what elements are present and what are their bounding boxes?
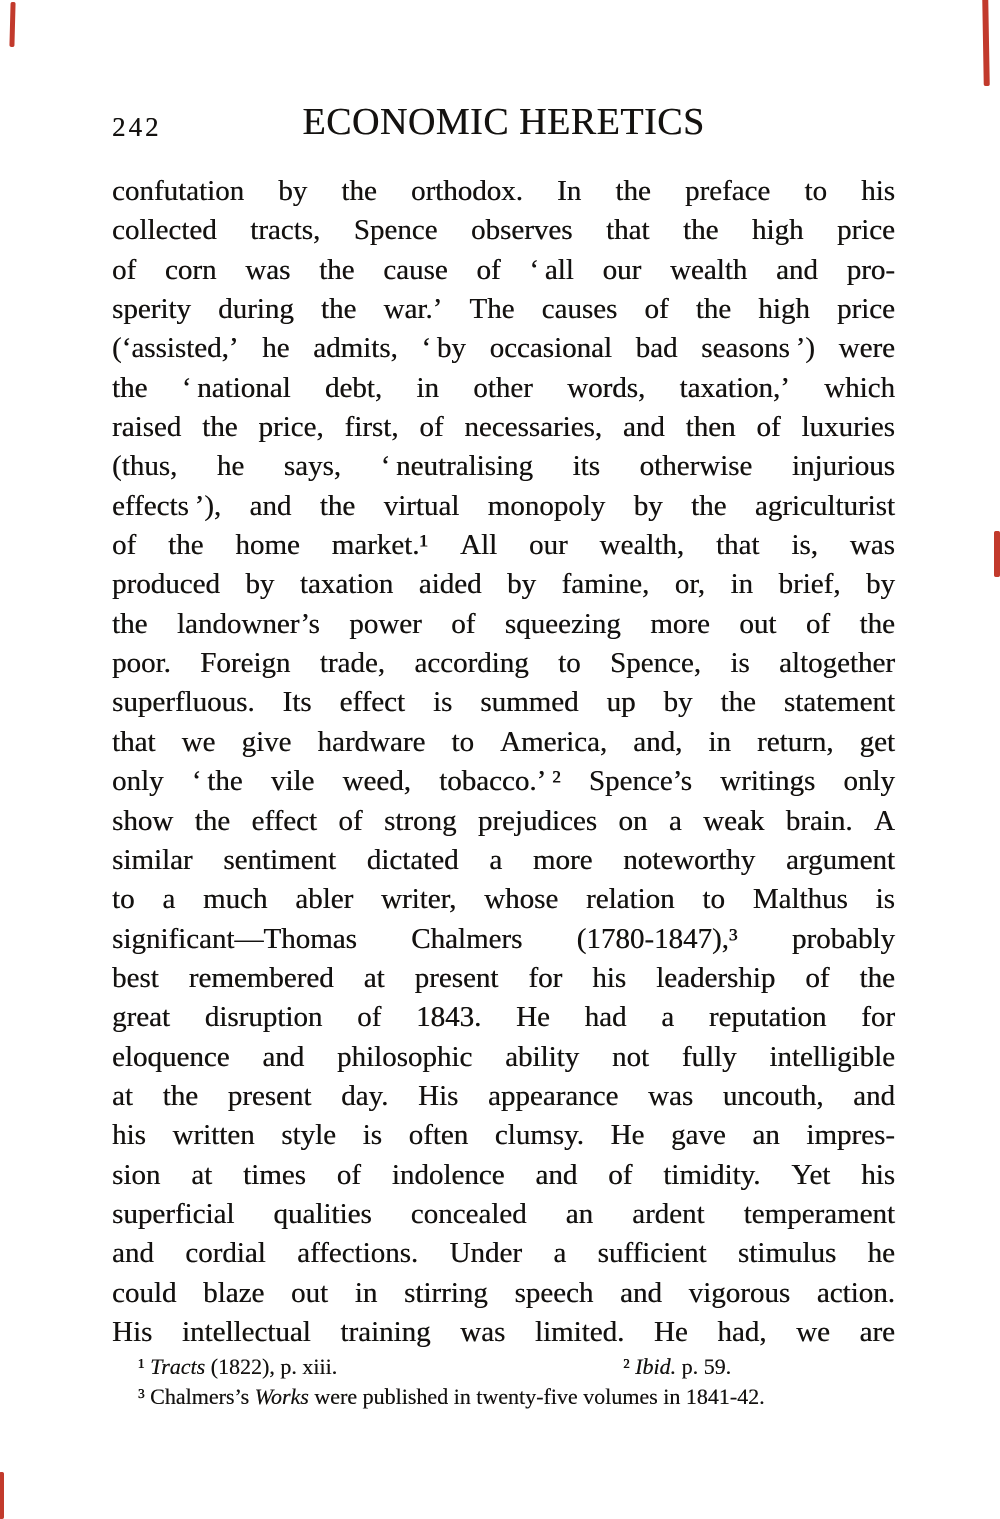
running-head-title: ECONOMIC HERETICS <box>302 101 705 143</box>
text-line: and cordial affections. Under a sufficient stimulus he <box>112 1237 895 1270</box>
page-number: 242 <box>112 112 162 142</box>
text-line: best remembered at present for his leadership of the <box>112 961 895 994</box>
text-line: confutation by the orthodox. In the preface to his <box>112 175 895 207</box>
text-line: could blaze out in stirring speech and vigorous action. <box>112 1276 895 1309</box>
text-line: show the effect of strong prejudices on a weak brain. A <box>112 804 895 837</box>
text-line: collected tracts, Spence observes that the high price <box>112 214 895 247</box>
running-head <box>112 98 895 146</box>
text-line: poor. Foreign trade, according to Spence, is altogether <box>112 647 895 680</box>
text-line: his written style is often clumsy. He gave an impres- <box>112 1119 895 1152</box>
text-line: superfluous. Its effect is summed up by the statement <box>112 686 895 719</box>
text-line: at the present day. His appearance was uncouth, and <box>112 1079 895 1112</box>
text-line: that we give hardware to America, and, in return, get <box>112 725 895 758</box>
text-line: effects ’), and the virtual monopoly by the agriculturist <box>112 489 895 522</box>
text-line: of corn was the cause of ‘ all our wealth and pro- <box>112 253 895 286</box>
text-line: the landowner’s power of squeezing more out of the <box>112 607 895 640</box>
text-line: raised the price, first, of necessaries, and then of luxuries <box>112 411 895 444</box>
footnote: ¹ Tracts (1822), p. xiii. <box>138 1354 338 1379</box>
red-scan-mark-right-middle <box>994 531 1000 577</box>
text-line: His intellectual training was limited. He had, we are <box>112 1315 895 1348</box>
red-scan-mark-top-right <box>982 0 990 86</box>
text-line: the ‘ national debt, in other words, taxation,’ which <box>112 371 895 404</box>
text-line: great disruption of 1843. He had a reputation for <box>112 1001 895 1034</box>
text-line: (thus, he says, ‘ neutralising its otherwise injurious <box>112 450 895 483</box>
footnotes-section <box>112 1352 895 1412</box>
footnote: ² Ibid. p. 59. <box>623 1354 732 1379</box>
text-line: eloquence and philosophic ability not fully intelligible <box>112 1040 895 1073</box>
text-line: sion at times of indolence and of timidity. Yet his <box>112 1158 895 1191</box>
text-line: sperity during the war.’ The causes of the high price <box>112 293 895 326</box>
text-line: superficial qualities concealed an ardent temperament <box>112 1197 895 1230</box>
text-line: to a much abler writer, whose relation to Malthus is <box>112 883 895 916</box>
text-line: only ‘ the vile weed, tobacco.’ ² Spence’s writings only <box>112 765 895 798</box>
red-scan-mark-bottom-left <box>0 1472 4 1519</box>
text-line: significant—Thomas Chalmers (1780-1847),³ probably <box>112 922 895 955</box>
red-scan-mark-top-left <box>9 2 15 47</box>
text-line: produced by taxation aided by famine, or, in brief, by <box>112 568 895 601</box>
footnote-row <box>112 1352 895 1382</box>
footnote: ³ Chalmers’s Works were published in twenty-five volumes in 1841-42. <box>138 1384 765 1409</box>
text-line: of the home market.¹ All our wealth, that is, was <box>112 529 895 562</box>
footnote-row <box>112 1382 895 1412</box>
page-body-text <box>112 172 895 1352</box>
text-line: (‘assisted,’ he admits, ‘ by occasional bad seasons ’) were <box>112 332 895 365</box>
text-line: similar sentiment dictated a more noteworthy argument <box>112 843 895 876</box>
